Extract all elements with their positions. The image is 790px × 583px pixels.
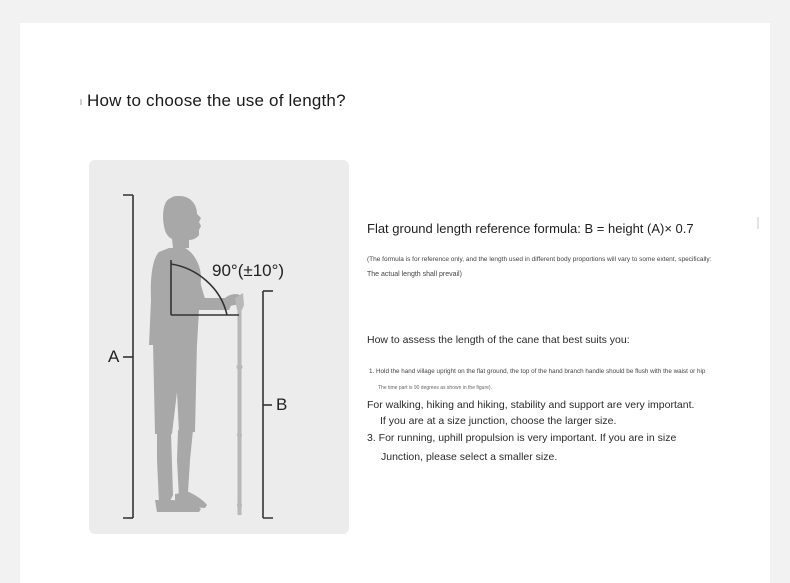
heading-marker (80, 99, 82, 105)
tip-3-line1: 3. For running, uphill propulsion is very important. If you are in size (367, 432, 677, 444)
pole-length-label-b: B (276, 395, 288, 414)
tip-2-line2: If you are at a size junction, choose the larger size. (380, 415, 617, 427)
edge-marker (757, 217, 759, 229)
bracket-b (263, 291, 273, 518)
formula-note-line2: The actual length shall prevail) (367, 271, 462, 278)
walking-pole (235, 293, 244, 515)
height-label-a: A (108, 347, 120, 366)
person-silhouette (149, 196, 243, 512)
formula-note-line1: (The formula is for reference only, and the length used in different body proportions will vary to some extent, specifically: (367, 256, 712, 263)
page-title: How to choose the use of length? (87, 91, 346, 110)
tip-3-line2: Junction, please select a smaller size. (381, 451, 558, 463)
formula-text: Flat ground length reference formula: B = height (A)× 0.7 (367, 221, 694, 236)
tip-1-subnote: The time part is 90 degrees as shown in the figure). (378, 385, 492, 391)
height-diagram (89, 160, 349, 534)
tip-1: 1. Hold the hand village upright on the flat ground, the top of the hand branch handle should be flush with the waist or hip (369, 368, 706, 375)
angle-label: 90°(±10°) (212, 261, 285, 280)
diagram-figure (89, 160, 349, 534)
assess-heading: How to assess the length of the cane that best suits you: (367, 334, 630, 346)
bracket-a (123, 195, 133, 518)
tip-2-line1: For walking, hiking and hiking, stability and support are very important. (367, 399, 695, 411)
